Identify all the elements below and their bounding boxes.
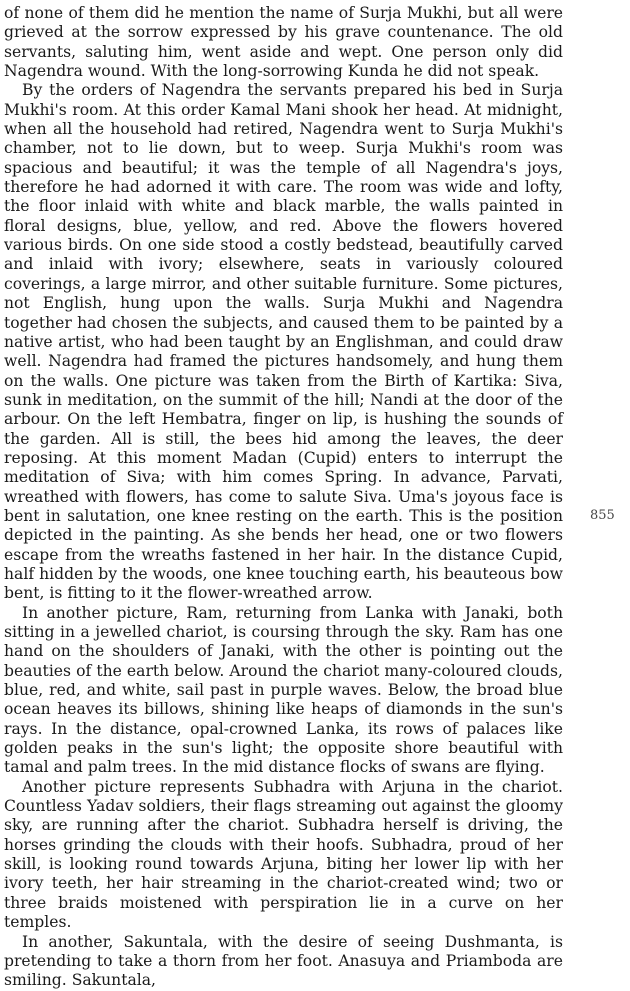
paragraph-surja-mukhi-room: By the orders of Nagendra the servants prepared his bed in Surja Mukhi's room. At this order Kamal Mani shook her head. At midnight, when all the household had retired, Nagendra went to Surja Mukhi's chamber, not to lie down, but to weep. Surja Mukhi's room was spacious and beautiful; it was the temple of all Nagendra's joys, therefore he had adorned it with care. The room was wide and lofty, the floor inlaid with white and black marble, the walls painted in floral designs, blue, yellow, and red. Above the flowers hovered various birds. On one side stood a costly bedstead, beautifully carved and inlaid with ivory; elsewhere, seats in variously coloured coverings, a large mirror, and other suitable furniture. Some pictures, not English, hung upon the walls. Surja Mukhi and Nagendra together had chosen the subjects, and caused them to be painted by a native artist, who had been taught by an Englishman, and could draw well. Nagendra had framed the pictures handsomely, and hung them on the walls. One picture was taken from the Birth of Kartika: Siva, sunk in meditation, on the summit of the hill; Nandi at the door of the arbour. On the left Hembatra, finger on lip, is hushing the sounds of the garden. All is still, the bees hid among the leaves, the deer reposing. At this moment Madan (Cupid) enters to interrupt the meditation of Siva; with him comes Spring. In advance, Parvati, wreathed with flowers, has come to salute Siva. Uma's joyous face is bent in salutation, one knee resting on the earth. This is the position depicted in the painting. As she bends her head, one or two flowers escape from the wreaths fastened in her hair. In the distance Cupid, half hidden by the woods, one knee touching earth, his beauteous bow bent, is fitting to it the flower-wreathed arrow. (4, 81, 563, 603)
paragraph-ram-janaki-picture: In another picture, Ram, returning from Lanka with Janaki, both sitting in a jewelled chariot, is coursing through the sky. Ram has one hand on the shoulders of Janaki, with the other is pointing out the beauties of the earth below. Around the chariot many-coloured clouds, blue, red, and white, sail past in purple waves. Below, the broad blue ocean heaves its billows, shining like heaps of diamonds in the sun's rays. In the distance, opal-crowned Lanka, its rows of palaces like golden peaks in the sun's light; the opposite shore beautiful with tamal and palm trees. In the mid distance flocks of swans are flying. (4, 603, 563, 777)
page-number: 855 (590, 508, 615, 523)
paragraph-subhadra-picture: Another picture represents Subhadra with Arjuna in the chariot. Countless Yadav soldiers, their flags streaming out against the gloomy sky, are running after the chariot. Subhadra herself is driving, the horses grinding the clouds with their hoofs. Subhadra, proud of her skill, is looking round towards Arjuna, biting her lower lip with her ivory teeth, her hair streaming in the chariot-created wind; two or three braids moistened with perspiration lie in a curve on her temples. (4, 777, 563, 932)
body-text (4, 4, 563, 991)
paragraph-continued: of none of them did he mention the name of Surja Mukhi, but all were grieved at the sorrow expressed by his grave countenance. The old servants, saluting him, went aside and wept. One person only did Nagendra wound. With the long-sorrowing Kunda he did not speak. (4, 4, 563, 81)
paragraph-sakuntala-picture: In another, Sakuntala, with the desire of seeing Dushmanta, is pretending to take a thorn from her foot. Anasuya and Priamboda are smiling. Sakuntala, (4, 932, 563, 990)
